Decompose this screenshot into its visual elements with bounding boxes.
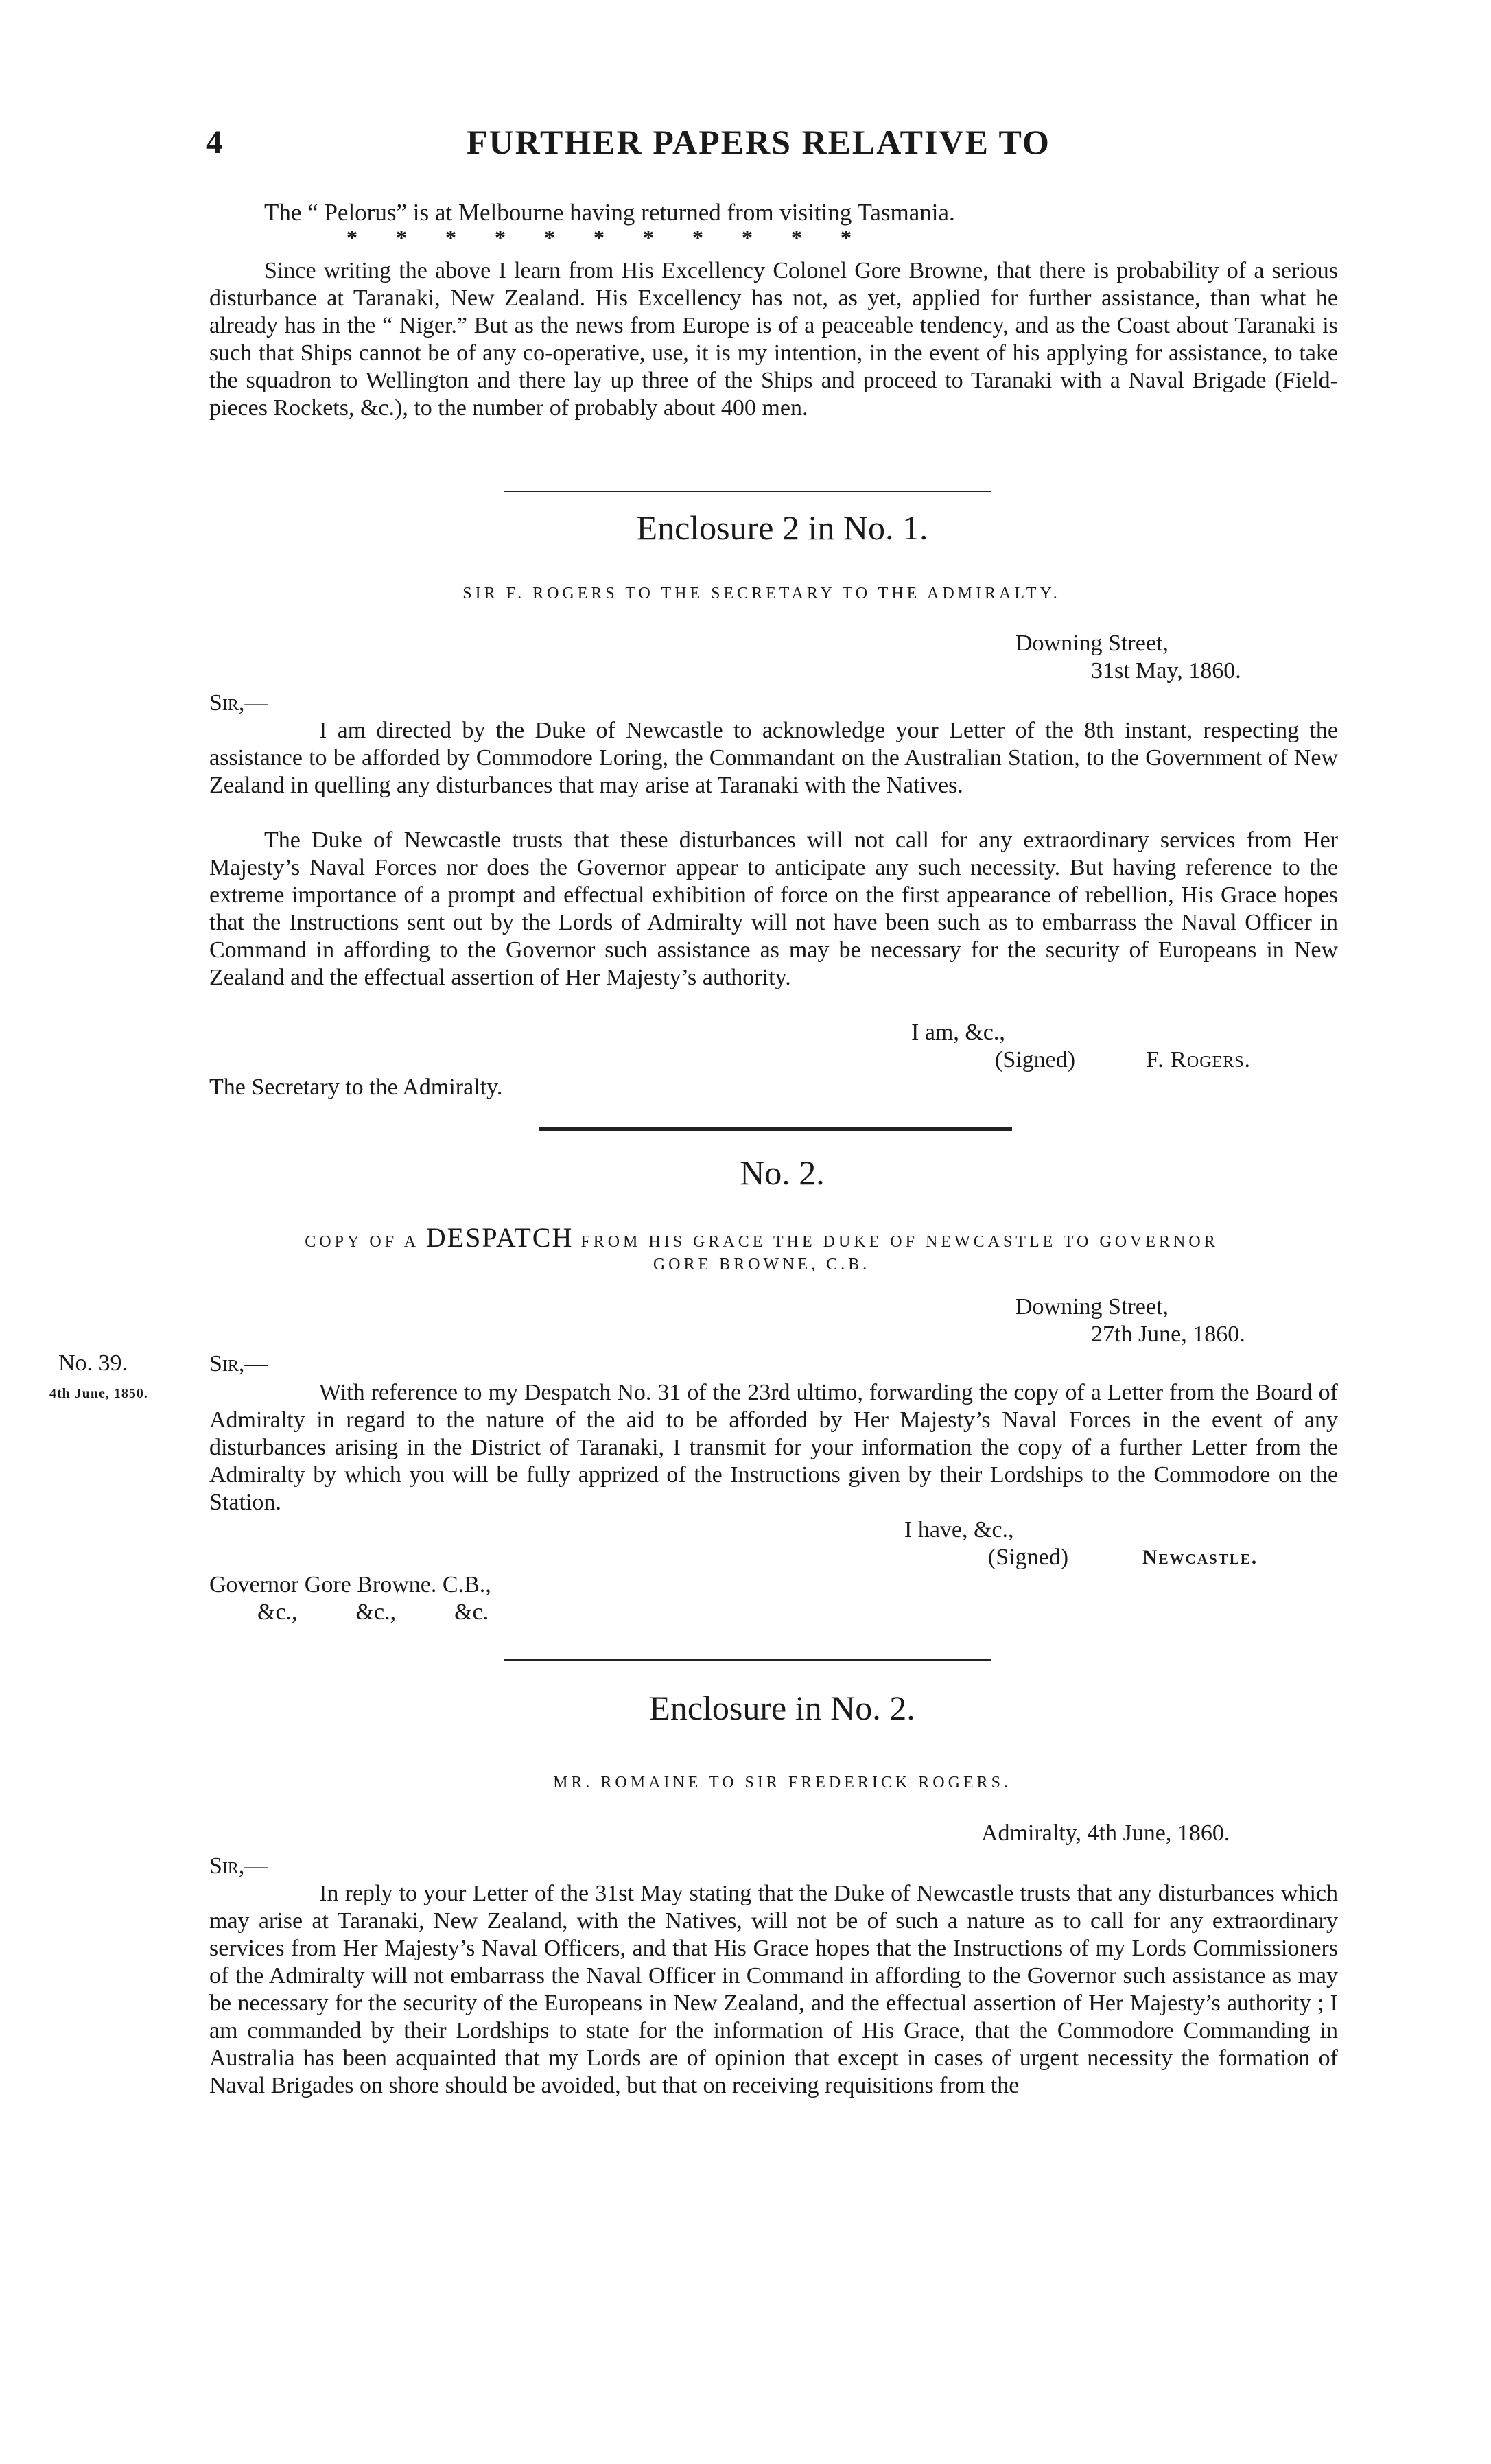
enclosure-2-address-line2: 31st May, 1860. — [1091, 658, 1241, 683]
enclosure-2-addressee: The Secretary to the Admiralty. — [209, 1075, 503, 1100]
pelorus-line: The “ Pelorus” is at Melbourne having returned from visiting Tasmania. — [264, 199, 955, 226]
enclosure-2-para1: I am directed by the Duke of Newcastle to acknowledge your Letter of the 8th instant, respecting the assistance to be afforded by Commodore Loring, the Commandant on the Australian Station, to the Government of New Zealand in quelling any disturbances that may arise at Taranaki with the Natives. — [209, 718, 1338, 798]
no2-address-line1: Downing Street, — [1015, 1294, 1169, 1319]
no2-subtitle-post: FROM HIS GRACE THE DUKE OF NEWCASTLE TO GOVERNOR — [580, 1233, 1219, 1251]
enclosure-no2-para1: In reply to your Letter of the 31st May stating that the Duke of Newcastle trusts that any disturbances which may arise at Taranaki, New Zealand, with the Natives, will not be of such a nature as to call for any extraordinary services from Her Majesty’s Naval Officers, and that His Grace hopes that the Instructions of my Lords Commissioners of the Admiralty will not embarrass the Naval Officer in Command in affording to the Governor such assistance as may be necessary for the security of the Europeans in New Zealand, and the effectual assertion of Her Majesty’s authority ; I am commanded by their Lordships to state for the information of His Grace, that the Commodore Commanding in Australia has been acquainted that my Lords are of opinion that except in cases of urgent necessity the formation of Naval Brigades on shore should be avoided, but that on receiving requisitions from the — [209, 1881, 1338, 2098]
no2-title: No. 2. — [740, 1153, 825, 1192]
enclosure-no2-salutation: Sir,— — [209, 1853, 268, 1879]
enclosure-2-closing: I am, &c., — [911, 1020, 1005, 1045]
enclosure-2-para2: The Duke of Newcastle trusts that these disturbances will not call for any extraordinary services from Her Majesty’s Naval Forces nor does the Governor appear to anticipate any such necessity. But having reference to the extreme importance of a prompt and effectual exhibition of force on the first appearance of rebellion, His Grace hopes that the Instructions sent out by the Lords of Admiralty will not have been such as to embarrass the Naval Officer in Command in affording to the Governor such assistance as may be necessary for the security of Europeans in New Zealand and the effectual assertion of Her Majesty’s authority. — [209, 828, 1338, 990]
enclosure-2-salutation: Sir,— — [209, 690, 268, 716]
margin-reference-date: 4th June, 1850. — [49, 1386, 148, 1401]
enclosure-2-address-line1: Downing Street, — [1015, 631, 1169, 656]
margin-reference-no: No. 39. — [58, 1350, 128, 1376]
enclosure-no2-subtitle: MR. ROMAINE TO SIR FREDERICK ROGERS. — [553, 1774, 1011, 1792]
no2-addressee-line1: Governor Gore Browne. C.B., — [209, 1572, 491, 1597]
no2-address-line2: 27th June, 1860. — [1091, 1322, 1245, 1347]
no2-subtitle — [206, 1221, 1317, 1254]
enclosure-2-title: Enclosure 2 in No. 1. — [636, 508, 928, 547]
enclosure-no2-address: Admiralty, 4th June, 1860. — [981, 1820, 1230, 1846]
no2-subtitle-pre: COPY OF A — [305, 1233, 419, 1251]
intro-paragraph — [209, 257, 1338, 422]
intro-paragraph-text: Since writing the above I learn from His Excellency Colonel Gore Browne, that there is probability of a serious disturbance at Taranaki, New Zealand. His Excellency has not, as yet, applied for further assistance, than what he already has in the “ Niger.” But as the news from Europe is of a peaceable tendency, and as the Coast about Taranaki is such that Ships cannot be of any co-operative, use, it is my intention, in the event of his applying for assistance, to take the squadron to Wellington and there lay up three of the Ships and proceed to Taranaki with a Naval Brigade (Field-pieces Rockets, &c.), to the number of probably about 400 men. — [209, 258, 1338, 421]
enclosure-2-subtitle: SIR F. ROGERS TO THE SECRETARY TO THE ADMIRALTY. — [462, 585, 1061, 602]
divider-rule-2 — [539, 1127, 1012, 1131]
no2-para1: With reference to my Despatch No. 31 of the 23rd ultimo, forwarding the copy of a Letter from the Board of Admiralty in regard to the nature of the aid to be afforded by Her Majesty’s Naval Forces in the event of any disturbances arising in the District of Taranaki, I transmit for your information the copy of a further Letter from the Admiralty by which you will be fully apprized of the Instructions given by their Lordships to the Commodore on the Station. — [209, 1380, 1338, 1515]
divider-rule-3 — [504, 1659, 991, 1661]
enclosure-no2-title: Enclosure in No. 2. — [649, 1689, 915, 1727]
no2-addressee-line2: &c., &c., &c. — [257, 1599, 489, 1625]
no2-signature: Newcastle. — [1142, 1546, 1258, 1569]
divider-rule-1 — [504, 491, 991, 492]
no2-salutation: Sir,— — [209, 1351, 268, 1376]
enclosure-2-signature: F. Rogers. — [1146, 1047, 1252, 1072]
no2-closing: I have, &c., — [904, 1517, 1014, 1542]
no2-signed: (Signed) — [988, 1545, 1069, 1570]
no2-subtitle-despatch: DESPATCH — [425, 1222, 574, 1253]
asterisk-row: * * * * * * * * * * * — [347, 225, 852, 250]
running-title: FURTHER PAPERS RELATIVE TO — [467, 123, 1050, 161]
enclosure-2-signed: (Signed) — [995, 1047, 1076, 1072]
no2-subtitle-line2: GORE BROWNE, C.B. — [653, 1256, 871, 1274]
page-number: 4 — [206, 124, 222, 161]
